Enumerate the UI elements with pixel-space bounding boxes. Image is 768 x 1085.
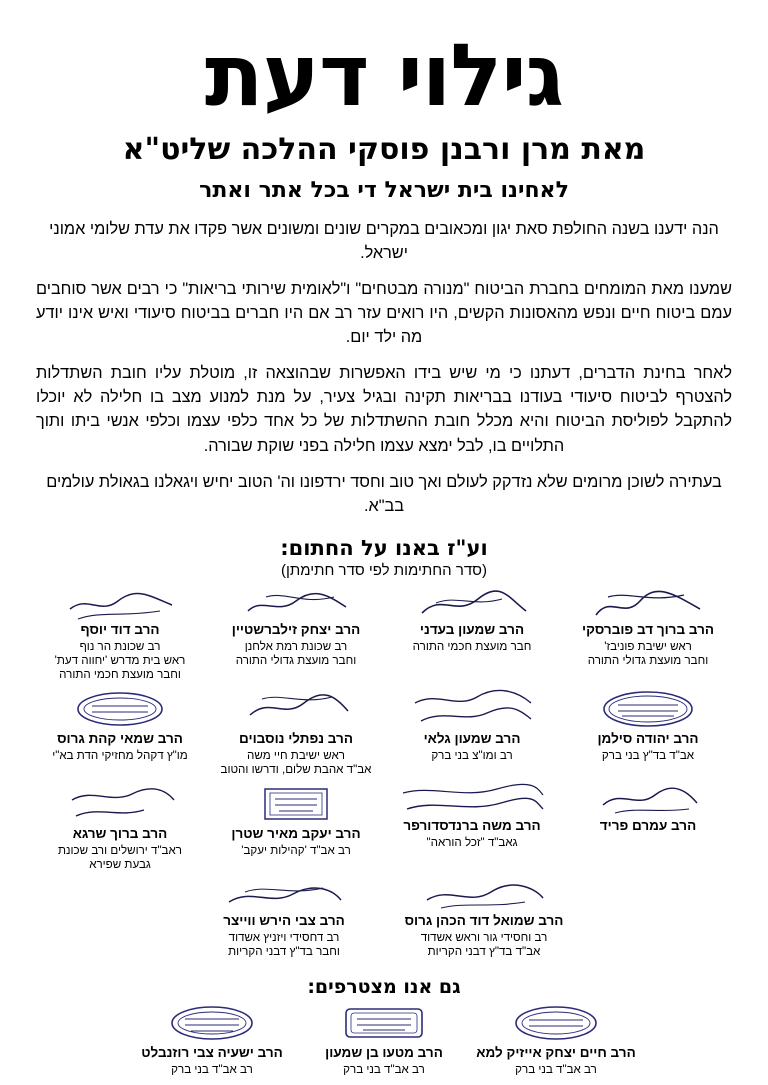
also-joining-title: גם אנו מצטרפים: [307, 975, 461, 998]
signatory-name: הרב חיים יצחק אייזיק למא [476, 1044, 636, 1060]
handwritten-signature-icon [210, 688, 382, 730]
signatory-name: הרב דוד יוסף [80, 621, 160, 637]
signatory-role: רב ומו"צ בני ברק [431, 749, 513, 763]
signatory-name: הרב ברוך שרגא [72, 826, 168, 842]
rabbinical-stamp-icon [300, 1002, 468, 1044]
signatory-cell [32, 686, 208, 767]
subtitle-addressees: לאחינו בית ישראל די בכל אתר ואתר [199, 178, 569, 204]
paragraph-1: הנה ידענו בשנה החולפת סאת יגון ומכאובים במקרים שונים ומשונים אשר פקדו את עדת שלומי אמוני ישראל. [49, 219, 719, 262]
signatory-role: רב אב"ד בני ברק [171, 1062, 253, 1076]
handwritten-signature-icon [210, 587, 382, 621]
handwritten-signature-icon [386, 587, 558, 621]
signatures-note: (סדר החתימות לפי סדר חתימתן) [281, 561, 487, 579]
signatory-role: רב אב"ד 'קהילות יעקב' [241, 844, 351, 858]
signatory-cell [470, 1000, 642, 1081]
rabbinical-stamp-icon [128, 1002, 296, 1044]
signatory-name: הרב שמואל דוד הכהן גרוס [404, 913, 564, 929]
subtitle-authors: מאת מרן ורבנן פוסקי ההלכה שליט"א [122, 132, 646, 168]
signatory-role: ראש ישיבת חיי משה אב"ד אהבת שלום, ודרשו והטוב [220, 749, 372, 777]
signatory-name: הרב נפתלי נוסבוים [239, 731, 353, 747]
signatory-name: הרב ברוך דב פוברסקי [582, 621, 714, 637]
handwritten-signature-icon [386, 688, 558, 730]
signatory-cell [384, 686, 560, 767]
signatory-name: הרב שמעון גלאי [423, 731, 521, 747]
paragraph-2: שמענו מאת המומחים בחברת הביטוח "מנורה מבטחים" ו"לאומית שירותי בריאות" כי רבים אשר סוחבים עמם ביטוח חיים ונפש מהאסונות הקשים, היו רואים עזר רב אם היו חברים בביטוח סיעודי ואיש אינו יודע מה ילד יום. [36, 279, 732, 347]
rabbinical-stamp-icon [562, 688, 734, 730]
signatory-cell [184, 876, 384, 963]
signatory-name: הרב יצחק זילברשטיין [231, 621, 361, 637]
signatory-cell [208, 585, 384, 672]
signatory-role: רב דחסידי ויזניץ אשדוד וחבר בד"ץ דבני הקריות [228, 931, 340, 959]
signatory-cell [384, 781, 560, 854]
rabbinical-stamp-icon [472, 1002, 640, 1044]
signatory-name: הרב יהודה סילמן [597, 731, 699, 747]
signatory-role: מו"ץ דקהל מחזיקי הדת בא"י [52, 749, 188, 763]
handwritten-signature-icon [386, 783, 558, 817]
signatory-role: רב שכונת הר נוף ראש בית מדרש 'יחווה דעת' וחבר מועצת חכמי התורה [54, 639, 186, 682]
paragraph-4: בעתירה לשוכן מרומים שלא נזדקק לעולם ואך טוב וחסד ירדפונו וה' הטוב יחיש ויגאלנו בגאולת עולמים בב"א. [46, 472, 722, 515]
signatory-name: הרב מטעו בן שמעון [325, 1044, 443, 1060]
rabbinical-stamp-icon [34, 688, 206, 730]
handwritten-signature-icon [562, 587, 734, 621]
signatory-cell [298, 1000, 470, 1081]
signatory-name: הרב שמאי קהת גרוס [57, 731, 183, 747]
signatory-role: גאב"ד "זכל הוראה" [426, 836, 518, 850]
signatory-cell [560, 585, 736, 672]
signatory-cell [384, 585, 560, 658]
signatory-role: רב אב"ד בני ברק [343, 1062, 425, 1076]
page-title: גילוי דעת [204, 26, 564, 126]
handwritten-signature-icon [34, 783, 206, 825]
signatory-cell [384, 876, 584, 963]
handwritten-signature-icon [34, 587, 206, 621]
signatory-role: רב שכונת רמת אלחנן וחבר מועצת גדולי התורה [235, 639, 357, 667]
rabbinical-stamp-icon [210, 783, 382, 825]
signatory-cell [560, 686, 736, 767]
signatory-cell [32, 781, 208, 876]
signatory-name: הרב יעקב מאיר שטרן [231, 826, 361, 842]
signatory-role: רב אב"ד בני ברק [515, 1062, 597, 1076]
signatory-name: הרב צבי הירש ווייצר [223, 913, 345, 929]
signatory-cell [208, 781, 384, 862]
signatories-grid [26, 585, 742, 964]
signatory-name: הרב משה ברנדסדורפר [403, 818, 541, 834]
signatures-title: וע"ז באנו על החתום: [280, 535, 488, 560]
handwritten-signature-icon [186, 878, 382, 912]
signatory-role: חבר מועצת חכמי התורה [412, 639, 532, 653]
signatory-name: הרב עמרם פריד [599, 818, 697, 834]
signatory-cell [32, 585, 208, 686]
signatory-role: רב וחסידי גור וראש אשדוד אב"ד בד"ץ דבני הקריות [420, 931, 548, 959]
signatory-cell [126, 1000, 298, 1081]
signatory-cell [208, 686, 384, 781]
also-joining-grid [26, 1000, 742, 1081]
handwritten-signature-icon [562, 783, 734, 817]
paragraph-3: לאחר בחינת הדברים, דעתנו כי מי שיש בידו האפשרות שבהוצאה זו, מוטלת עליו חובת השתדלות להצטרף לביטוח סיעודי בעודנו בבריאות תקינה ובגיל צעיר, על מנת למנוע מצב בו חלילה לא יוכלו להתקבל לפוליסת הביטוח והיא מכלל חובת ההשתדלות של כל אחד כלפי עצמו וכלפי אנשי ביתו ותוך התלויים בו, לבל ימצא עצמו חלילה בפני שוקת שבורה. [36, 364, 732, 455]
signatory-role: אב"ד בד"ץ בני ברק [601, 749, 695, 763]
signatory-cell [560, 781, 736, 840]
signatory-name: הרב ישעיה צבי רוזנבלט [141, 1044, 283, 1060]
signatory-name: הרב שמעון בעדני [419, 621, 525, 637]
handwritten-signature-icon [386, 878, 582, 912]
signatory-role: ראש ישיבת פוניבז' וחבר מועצת גדולי התורה [587, 639, 709, 667]
signatory-role: ראב"ד ירושלים ורב שכונת גבעת שפירא [58, 844, 182, 872]
